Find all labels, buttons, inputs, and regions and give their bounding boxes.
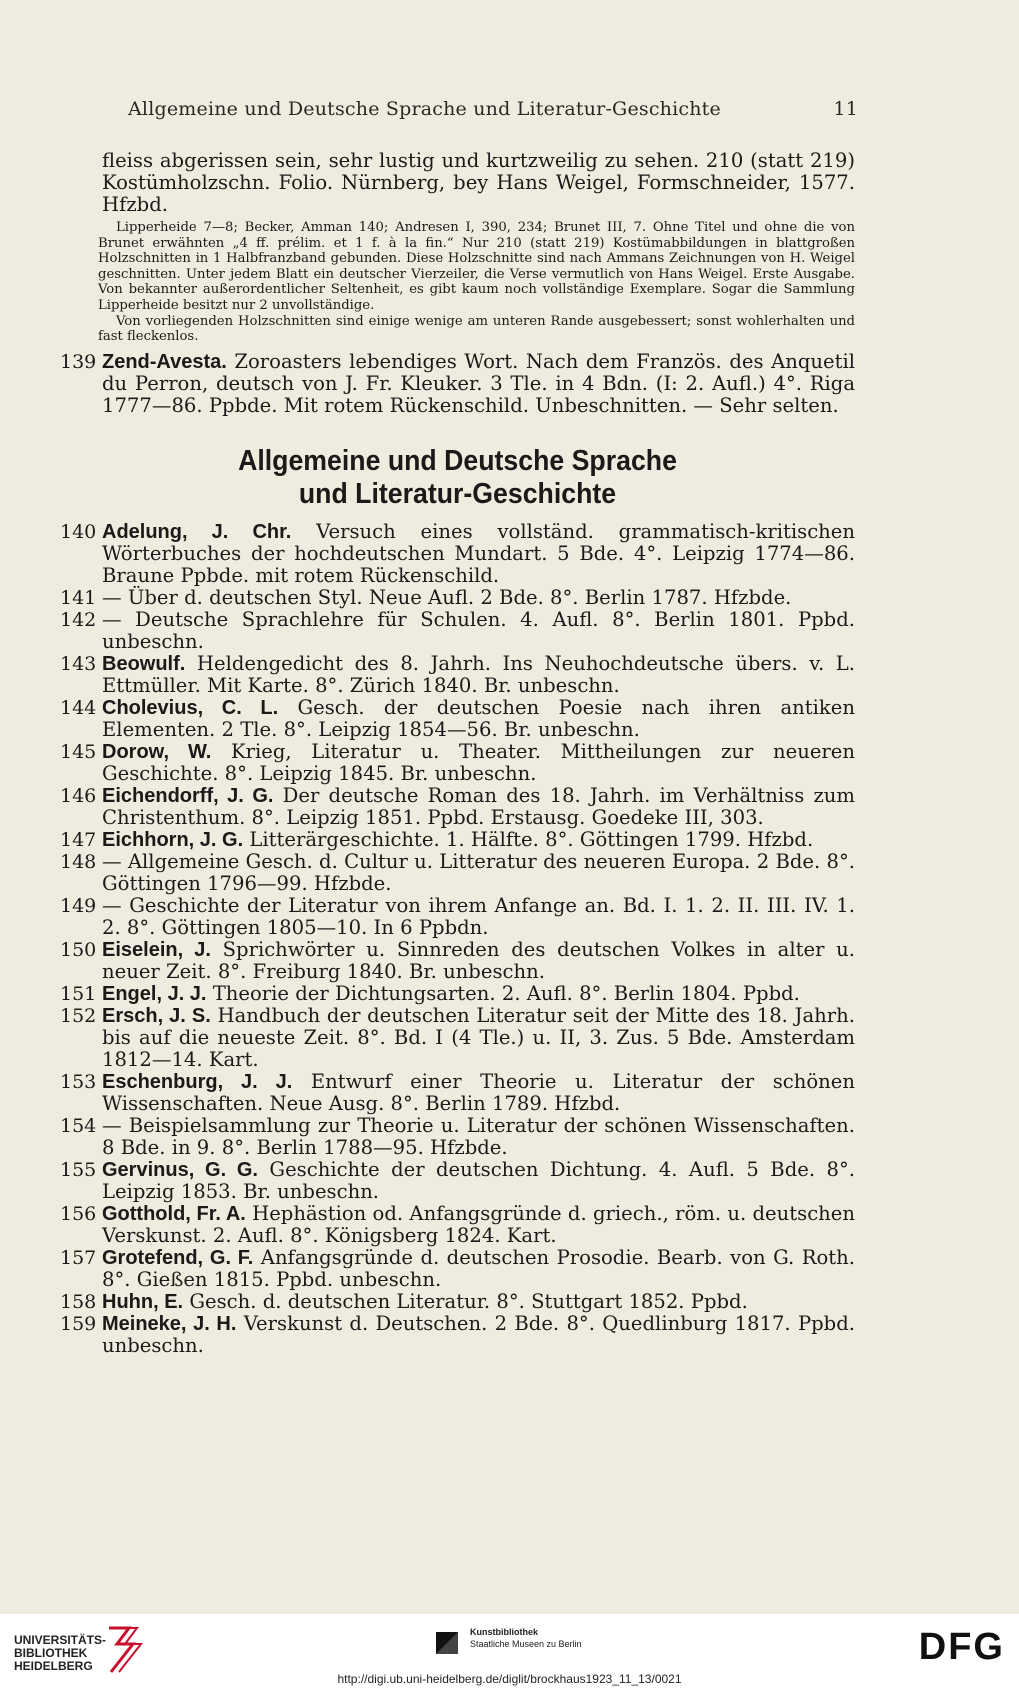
catalog-entry bbox=[60, 1291, 855, 1313]
catalog-entry bbox=[60, 653, 855, 697]
catalog-entry bbox=[60, 1313, 855, 1357]
entry-number: 142 bbox=[60, 608, 97, 631]
catalog-entry bbox=[60, 741, 855, 785]
catalog-content bbox=[60, 150, 855, 1357]
entry-author: Huhn, E. bbox=[102, 1290, 184, 1313]
note-paragraph-1: Lipperheide 7—8; Becker, Amman 140; Andresen I, 390, 234; Brunet III, 7. Ohne Titel und ohne die von Brunet erwähnten „4 ff. prélim. et 1 f. à la fin.“ Nur 210 (statt 219) Kostümabbildungen in blattgroßen Holzschnitten in 1 Halbfranzband gebunden. Diese Holzschnitte sind nach Ammans Zeichnungen von H. Weigel geschnitten. Unter jedem Blatt ein deutscher Vierzeiler, die Verse vermutlich von Hans Weigel. Erste Ausgabe. Von bekannter außerordentlicher Seltenheit, es gibt kaum noch vollständige Exemplare. Sogar die Sammlung Lipperheide besitzt nur 2 unvollständige. bbox=[98, 220, 855, 313]
entry-author: Engel, J. J. bbox=[102, 982, 207, 1005]
entry-number: 141 bbox=[60, 586, 97, 609]
entry-number: 156 bbox=[60, 1202, 97, 1225]
entry-number: 151 bbox=[60, 982, 97, 1005]
entry-number: 145 bbox=[60, 740, 97, 763]
entry-number: 153 bbox=[60, 1070, 97, 1093]
entry-number: 150 bbox=[60, 938, 97, 961]
catalog-entry bbox=[60, 829, 855, 851]
entry-number: 149 bbox=[60, 894, 97, 917]
entry-text: — Über d. deutschen Styl. Neue Aufl. 2 Bde. 8°. Berlin 1787. Hfzbde. bbox=[102, 585, 792, 609]
kb-line-2: Staatliche Museen zu Berlin bbox=[470, 1639, 582, 1649]
entry-number: 159 bbox=[60, 1312, 97, 1335]
catalog-entry bbox=[60, 609, 855, 653]
catalog-entry bbox=[60, 1247, 855, 1291]
entry-text: Theorie der Dichtungsarten. 2. Aufl. 8°. Berlin 1804. Ppbd. bbox=[206, 981, 800, 1005]
section-heading-line-1: Allgemeine und Deutsche Sprache bbox=[238, 444, 677, 477]
entry-number: 157 bbox=[60, 1246, 97, 1269]
catalog-entry bbox=[60, 785, 855, 829]
entry-author: Ersch, J. S. bbox=[102, 1004, 211, 1027]
section-heading bbox=[92, 445, 823, 511]
running-head bbox=[128, 98, 858, 120]
entry-number: 148 bbox=[60, 850, 97, 873]
entry-text: Versuch eines vollständ. grammatisch-kritischen Wörterbuches der hochdeutschen Mundart. 5 Bde. 4°. Leipzig 1774—86. Braune Ppbde. mit rotem Rückenschild. bbox=[102, 519, 855, 587]
entry-author: Eschenburg, J. J. bbox=[102, 1070, 293, 1093]
catalog-entry bbox=[60, 1203, 855, 1247]
bibliographic-note bbox=[60, 220, 855, 345]
entry-author: Dorow, W. bbox=[102, 740, 212, 763]
entry-text: Entwurf einer Theorie u. Literatur der schönen Wissenschaften. Neue Ausg. 8°. Berlin 1789. Hfzbd. bbox=[102, 1069, 855, 1115]
entry-author: Grotefend, G. F. bbox=[102, 1246, 254, 1269]
entry-text: Gesch. der deutschen Poesie nach ihren antiken Elementen. 2 Tle. 8°. Leipzig 1854—56. Br. unbeschn. bbox=[102, 695, 855, 741]
entry-number: 146 bbox=[60, 784, 97, 807]
page-number: 11 bbox=[833, 98, 858, 120]
ub-logo-line-1: UNIVERSITÄTS- bbox=[14, 1633, 107, 1647]
entry-number: 143 bbox=[60, 652, 97, 675]
entry-text: Handbuch der deutschen Literatur seit der Mitte des 18. Jahrh. bis auf die neueste Zeit. 8°. Bd. I (4 Tle.) u. II, 3. Zus. 5 Bde. Amsterdam 1812—14. Kart. bbox=[102, 1003, 855, 1071]
entry-author: Beowulf. bbox=[102, 652, 186, 675]
entry-author: Eichhorn, J. G. bbox=[102, 828, 244, 851]
catalog-entry bbox=[60, 939, 855, 983]
entry-text: Der deutsche Roman des 18. Jahrh. im Verhältniss zum Christenthum. 8°. Leipzig 1851. Ppbd. Erstausg. Goedeke III, 303. bbox=[102, 783, 856, 829]
catalog-entry bbox=[60, 697, 855, 741]
entry-number: 144 bbox=[60, 696, 97, 719]
continuation-text: fleiss abgerissen sein, sehr lustig und kurtzweilig zu sehen. 210 (statt 219) Kostümholzschn. Folio. Nürnberg, bey Hans Weigel, Formschneider, 1577. Hfzbd. bbox=[102, 149, 855, 216]
university-library-logo bbox=[14, 1634, 106, 1673]
catalog-entry bbox=[60, 351, 855, 417]
entry-text: Sprichwörter u. Sinnreden des deutschen Volkes in alter u. neuer Zeit. 8°. Freiburg 1840. Br. unbeschn. bbox=[102, 937, 856, 983]
kunstbibliothek-emblem-icon bbox=[434, 1630, 460, 1656]
entry-text: Anfangsgründe d. deutschen Prosodie. Bearb. von G. Roth. 8°. Gießen 1815. Ppbd. unbeschn. bbox=[102, 1245, 855, 1291]
catalog-entry bbox=[60, 521, 855, 587]
entry-author: Eichendorff, J. G. bbox=[102, 784, 274, 807]
catalog-entry bbox=[60, 1071, 855, 1115]
entry-number: 147 bbox=[60, 828, 97, 851]
entry-number: 139 bbox=[60, 350, 97, 373]
entry-text: Verskunst d. Deutschen. 2 Bde. 8°. Quedlinburg 1817. Ppbd. unbeschn. bbox=[102, 1311, 855, 1357]
catalog-entry bbox=[60, 1005, 855, 1071]
catalog-entry bbox=[60, 983, 855, 1005]
entry-author: Cholevius, C. L. bbox=[102, 696, 279, 719]
entry-text: — Deutsche Sprachlehre für Schulen. 4. Aufl. 8°. Berlin 1801. Ppbd. unbeschn. bbox=[102, 607, 855, 653]
section-heading-line-2: und Literatur-Geschichte bbox=[298, 477, 617, 510]
entry-author: Zend-Avesta. bbox=[102, 350, 227, 373]
entry-text: Krieg, Literatur u. Theater. Mittheilungen zur neueren Geschichte. 8°. Leipzig 1845. Br. unbeschn. bbox=[102, 739, 855, 785]
entry-number: 140 bbox=[60, 520, 97, 543]
ub-logo-line-2: BIBLIOTHEK bbox=[14, 1646, 88, 1660]
entry-text: Geschichte der deutschen Dichtung. 4. Aufl. 5 Bde. 8°. Leipzig 1853. Br. unbeschn. bbox=[102, 1157, 855, 1203]
entry-text: Gesch. d. deutschen Literatur. 8°. Stuttgart 1852. Ppbd. bbox=[183, 1289, 748, 1313]
note-paragraph-2: Von vorliegenden Holzschnitten sind einige wenige am unteren Rande ausgebessert; sonst wohlerhalten und fast fleckenlos. bbox=[98, 313, 855, 345]
catalog-entry bbox=[60, 587, 855, 609]
entry-text: — Beispielsammlung zur Theorie u. Literatur der schönen Wissenschaften. 8 Bde. in 9. 8°. Berlin 1788—95. Hfzbde. bbox=[102, 1113, 855, 1159]
entry-author: Adelung, J. Chr. bbox=[102, 520, 292, 543]
entry-author: Gervinus, G. G. bbox=[102, 1158, 258, 1181]
dfg-logo: DFG bbox=[918, 1626, 1005, 1668]
kb-line-1: Kunstbibliothek bbox=[470, 1627, 538, 1637]
entry-number: 158 bbox=[60, 1290, 97, 1313]
catalog-entry bbox=[60, 851, 855, 895]
entry-text: Litterärgeschichte. 1. Hälfte. 8°. Göttingen 1799. Hfzbd. bbox=[243, 827, 814, 851]
entry-text: — Allgemeine Gesch. d. Cultur u. Litteratur des neueren Europa. 2 Bde. 8°. Göttingen 1796—99. Hfzbde. bbox=[102, 849, 855, 895]
entry-author: Eiselein, J. bbox=[102, 938, 211, 961]
catalog-entry bbox=[60, 1115, 855, 1159]
entry-number: 155 bbox=[60, 1158, 97, 1181]
entry-text: — Geschichte der Literatur von ihrem Anfange an. Bd. I. 1. 2. II. III. IV. 1. 2. 8°. Göttingen 1805—10. In 6 Ppbdn. bbox=[102, 893, 855, 939]
ub-logo-line-3: HEIDELBERG bbox=[14, 1659, 93, 1673]
digitization-footer bbox=[0, 1614, 1019, 1688]
entry-number: 154 bbox=[60, 1114, 97, 1137]
catalog-entry bbox=[60, 895, 855, 939]
ub-emblem-icon bbox=[103, 1624, 143, 1676]
entry-list bbox=[60, 521, 855, 1357]
entry-text: Hephästion od. Anfangsgründe d. griech., röm. u. deutschen Verskunst. 2. Aufl. 8°. Königsberg 1824. Kart. bbox=[102, 1201, 856, 1247]
catalog-entry bbox=[60, 1159, 855, 1203]
entry-number: 152 bbox=[60, 1004, 97, 1027]
entry-text: Zoroasters lebendiges Wort. Nach dem Französ. des Anquetil du Perron, deutsch von J. Fr. Kleuker. 3 Tle. in 4 Bdn. (I: 2. Aufl.) 4°. Riga 1777—86. Ppbde. Mit rotem Rückenschild. Unbeschnitten. — Sehr selten. bbox=[102, 349, 855, 417]
entry-text: Heldengedicht des 8. Jahrh. Ins Neuhochdeutsche übers. v. L. Ettmüller. Mit Karte. 8°. Zürich 1840. Br. unbeschn. bbox=[102, 651, 855, 697]
entry-author: Meineke, J. H. bbox=[102, 1312, 237, 1335]
running-head-title: Allgemeine und Deutsche Sprache und Literatur-Geschichte bbox=[128, 98, 721, 120]
permalink-url[interactable]: http://digi.ub.uni-heidelberg.de/diglit/brockhaus1923_11_13/0021 bbox=[337, 1672, 682, 1686]
entry-author: Gotthold, Fr. A. bbox=[102, 1202, 246, 1225]
